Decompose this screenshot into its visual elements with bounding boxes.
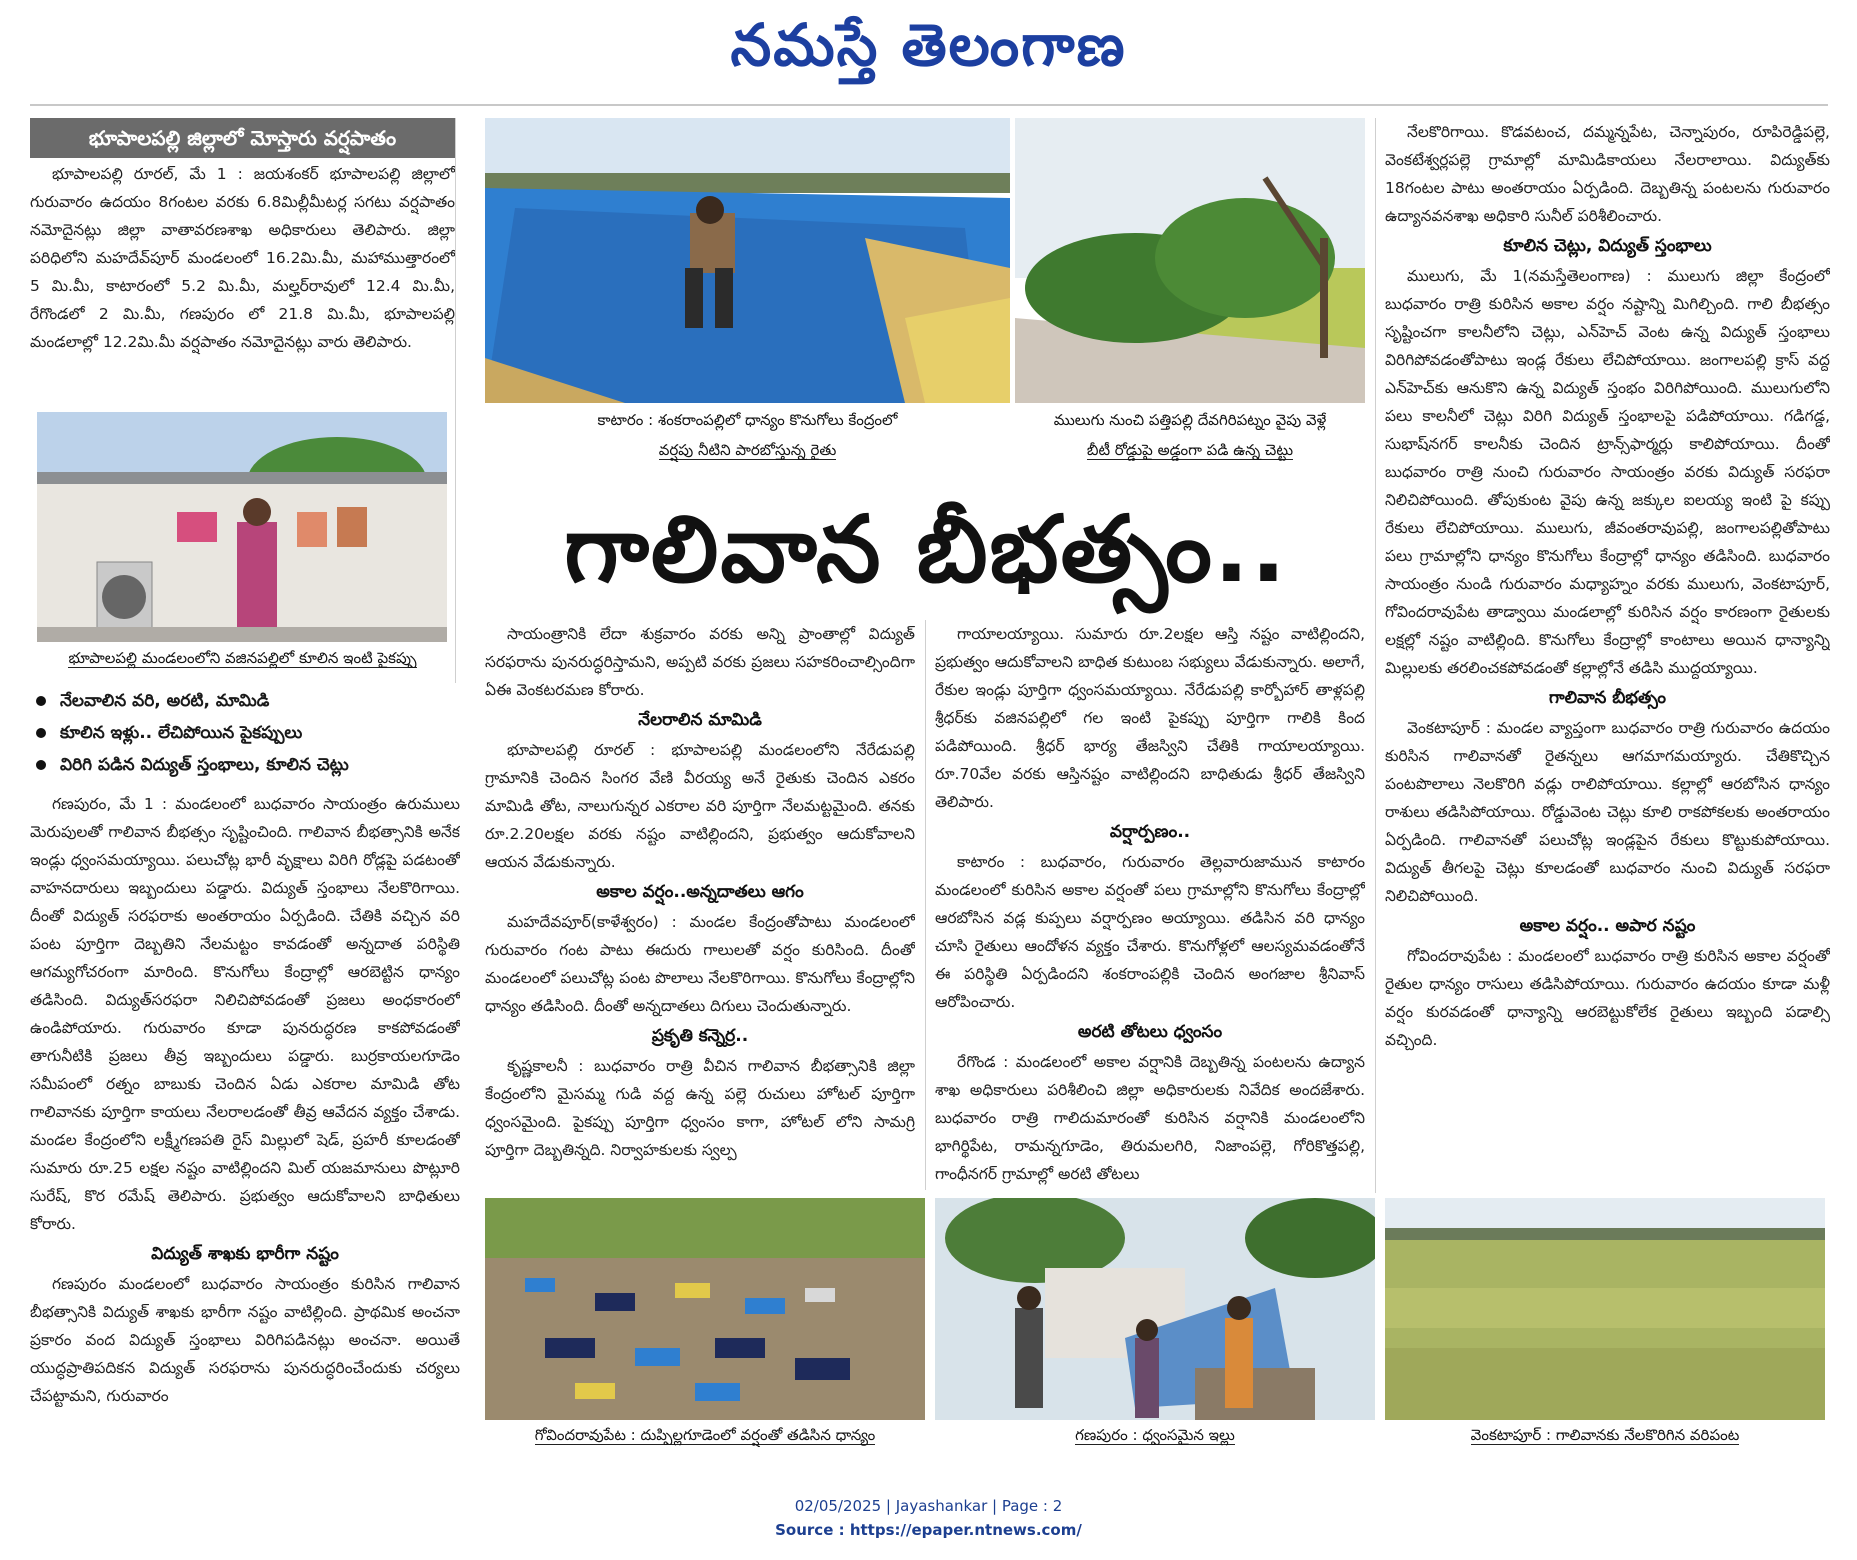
col4-paragraph-4: గోవిందరావుపేట : మండలంలో బుధవారం రాత్రి కురిసిన అకాల వర్షంతో రైతుల ధాన్యం రాసులు తడిసిపోయాయి. గురువారం ఉదయం కూడా మళ్లీ వర్షం కురవడంతో ధాన్యాన్ని ఆరబెట్టుకోలేక రైతులు ఇబ్బంది పడాల్సి వచ్చింది. <box>1385 947 1830 1049</box>
highlights-list <box>30 685 460 781</box>
col1-subheading: విద్యుత్ శాఖకు భారీగా నష్టం <box>151 1244 339 1264</box>
col3-paragraph-1: గాయాలయ్యాయి. సుమారు రూ.2లక్షల ఆస్తి నష్టం వాటిల్లిందని, ప్రభుత్వం ఆదుకోవాలని బాధిత కుటుంబ సభ్యులు వేడుకున్నారు. అలాగే, రేకుల ఇండ్లు పూర్తిగా ధ్వంసమయ్యాయి. నేరేడుపల్లి కార్బోహార్ తాళ్లపల్లి శ్రీధర్‌కు వజినపల్లిలో గల ఇంటి పైకప్పు పూర్తిగా గాలికి కింద పడిపోయింది. శ్రీధర్ భార్య తేజస్విని చేతికి గాయాలయ్యాయి. రూ.70వేల వరకు ఆస్తినష్టం వాటిల్లిందని బాధితుడు శ్రీధర్ తేజస్విని తెలిపారు. <box>935 625 1365 811</box>
footer-source: Source : https://epaper.ntnews.com/ <box>775 1521 1082 1539</box>
wet-grain-image <box>485 1198 925 1420</box>
broken-roof-image <box>37 412 447 642</box>
column-4 <box>1385 118 1830 1193</box>
sidebar-border <box>455 118 456 683</box>
col2-subheading-3: ప్రకృతి కన్నెర్ర.. <box>651 1026 749 1046</box>
photo-1-caption-line-1: కాటారం : శంకరాంపల్లిలో ధాన్యం కొనుగోలు కేంద్రంలో <box>597 411 898 429</box>
col2-paragraph-4: కృష్ణకాలనీ : బుధవారం రాత్రి వీచిన గాలివాన బీభత్సానికి జిల్లా కేంద్రంలోని మైసమ్మ గుడి వద్ద ఉన్న పల్లె రుచులు హోటల్ పూర్తిగా ధ్వంసమైంది. పైకప్పు పూర్తిగా ధ్వంసం కాగా, హోటల్ లోని సామగ్రి పూర్తిగా దెబ్బతిన్నది. నిర్వాహకులకు స్వల్ప <box>485 1057 915 1159</box>
col4-subheading-2: గాలివాన బీభత్సం <box>1548 688 1667 708</box>
photo-1-caption <box>485 405 1010 465</box>
col1-paragraph-2: గణపురం మండలంలో బుధవారం సాయంత్రం కురిసిన గాలివాన బీభత్సానికి విద్యుత్ శాఖకు భారీగా నష్టం వాటిల్లింది. ప్రాథమిక అంచనా ప్రకారం వంద విద్యుత్ స్తంభాలు విరిగిపడినట్లు అంచనా. అయితే యుద్ధప్రాతిపదికన విద్యుత్ సరఫరాను పునరుద్ధరించేందుకు చర్యలు చేపట్టామని, గురువారం <box>30 1275 460 1405</box>
footer-date-page: 02/05/2025 | Jayashankar | Page : 2 <box>794 1497 1063 1515</box>
photo-1-caption-line-2: వర్షపు నీటిని పారబోస్తున్న రైతు <box>658 441 837 459</box>
photo-5-caption <box>1385 1420 1825 1450</box>
col3-subheading-1: వర్షార్పణం.. <box>1109 822 1191 842</box>
col4-paragraph-2: ములుగు, మే 1(నమస్తేతెలంగాణ) : ములుగు జిల్లా కేంద్రంలో బుధవారం రాత్రి కురిసిన అకాల వర్షం నష్టాన్ని మిగిల్చింది. గాలి బీభత్సం సృష్టించగా కాలనీలోని చెట్లు, ఎన్‌హెచ్ వెంట ఉన్న విద్యుత్ స్తంభాలు విరిగిపోవడంతోపాటు ఇండ్ల రేకులు లేచిపోయాయి. జంగాలపల్లి క్రాస్ వద్ద ఎన్‌హెచ్‌కు ఆనుకొని ఉన్న విద్యుత్ స్తంభం విరిగిపోయింది. ములుగులోని పలు కాలనీలో చెట్లు విరిగి విద్యుత్ స్తంభాలపై పడిపోయాయి. గడిగడ్డ, సుభాష్‌నగర్ కాలనీకు చెందిన ట్రాన్స్‌ఫార్మర్లు కాలిపోయాయి. దీంతో బుధవారం రాత్రి నుంచి గురువారం సాయంత్రం వరకు విద్యుత్ సరఫరా నిలిచిపోయింది. తోపుకుంట వైపు ఉన్న జక్కుల ఐలయ్య ఇంటి పై కప్పు రేకులు లేచిపోయాయి. ములుగు, జీవంతరావుపల్లి, జంగాలపల్లితోపాటు పలు గ్రామాల్లోని ధాన్యం కొనుగోలు కేంద్రాల్లో ధాన్యం తడిసింది. బుధవారం సాయంత్రం నుండి గురువారం మధ్యాహ్నం వరకు ములుగు, వెంకటాపూర్, గోవిందరావుపేట తాడ్వాయి మండలాల్లో కురిసిన వర్షం కారణంగా రైతులకు లక్షల్లో నష్టం వాటిల్లింది. కొనుగోలు కేంద్రాల్లో కాంటాలు అయిన ధాన్యాన్ని మిల్లులకు తరలించకపోవడంతో కల్లాల్లోనే తడిసి ముద్దయ్యాయి. <box>1385 267 1830 677</box>
col4-subheading-3: అకాల వర్షం.. అపార నష్టం <box>1519 916 1696 936</box>
photo-2-caption-line-2: బీటీ రోడ్డుపై అడ్డంగా పడి ఉన్న చెట్టు <box>1086 441 1294 459</box>
highlight-item: నేలవాలిన వరి, అరటి, మామిడి <box>30 685 460 717</box>
photo-5-caption-text: వెంకటాపూర్ : గాలివానకు నేలకొరిగిన వరిపంట <box>1470 1426 1740 1444</box>
sidebar-photo-caption <box>30 643 455 673</box>
photo-2-caption <box>1015 405 1365 465</box>
sidebar-caption-text: భూపాలపల్లి మండలంలోని వజినపల్లిలో కూలిన ఇంటి పైకప్పు <box>68 649 417 667</box>
photo-flattened-paddy <box>1385 1198 1825 1420</box>
col1-paragraph-1: గణపురం, మే 1 : మండలంలో బుధవారం సాయంత్రం ఉరుములు మెరుపులతో గాలివాన బీభత్సం సృష్టించింది. గాలివాన బీభత్సానికి అనేక ఇండ్లు ధ్వంసమయ్యాయి. పలుచోట్ల భారీ వృక్షాలు విరిగి రోడ్లపై పడటంతో వాహనదారులు ఇబ్బందులు పడ్డారు. విద్యుత్ స్తంభాలు నేలకొరిగాయి. దీంతో విద్యుత్ సరఫరాకు అంతరాయం ఏర్పడింది. చేతికి వచ్చిన వరి పంట పూర్తిగా దెబ్బతిని నేలమట్టం కావడంతో అన్నదాత పరిస్థితి ఆగమ్యగోచరంగా మారింది. కొనుగోలు కేంద్రాల్లో ఆరబెట్టిన ధాన్యం తడిసింది. విద్యుత్‌సరఫరా నిలిచిపోవడంతో ప్రజలు అంధకారంలో ఉండిపోయారు. గురువారం కూడా పునరుద్ధరణ కాకపోవడంతో తాగునీటికి ప్రజలు తీవ్ర ఇబ్బందులు పడ్డారు. బుర్రకాయలగూడెం సమీపంలో రత్నం బాబుకు చెందిన ఏడు ఎకరాల మామిడి తోట గాలివానకు పూర్తిగా కాయలు నేలరాలడంతో తీవ్ర ఆవేదన వ్యక్తం చేశాడు. మండల కేంద్రంలోని లక్ష్మీగణపతి రైస్ మిల్లులో షెడ్, ప్రహరీ కూలడంతో సుమారు రూ.25 లక్షల నష్టం వాటిల్లిందని మిల్ యజమానులు పొట్లూరి సురేష్, కొర రమేష్ తెలిపారు. ప్రభుత్వం ఆదుకోవాలని బాధితులు కోరారు. <box>30 795 460 1233</box>
highlight-item: విరిగి పడిన విద్యుత్ స్తంభాలు, కూలిన చెట్లు <box>30 749 460 781</box>
col2-paragraph-3: మహదేవపూర్(కాళేశ్వరం) : మండల కేంద్రంతోపాటు మండలంలో గురువారం గంట పాటు ఈదురు గాలులతో వర్షం కురిసింది. దీంతో మండలంలో పలుచోట్ల పంట పొలాలు నేలకొరిగాయి. కొనుగోలు కేంద్రాల్లోని ధాన్యం తడిసింది. దీంతో అన్నదాతలు దిగులు చెందుతున్నారు. <box>485 913 915 1015</box>
column-rule <box>925 620 926 1190</box>
col3-paragraph-2: కాటారం : బుధవారం, గురువారం తెల్లవారుజామున కాటారం మండలంలో కురిసిన అకాల వర్షంతో పలు గ్రామాల్లోని కొనుగోలు కేంద్రాల్లో ఆరబోసిన వడ్ల కుప్పలు వర్షార్పణం అయ్యాయి. తడిసిన వరి ధాన్యం చూసి రైతులు ఆందోళన వ్యక్తం చేశారు. కొనుగోళ్లలో ఆలస్యమవడంతోనే ఈ పరిస్థితి ఏర్పడిందని శంకరాంపల్లికి చెందిన అంగజాల శ్రీనివాస్ ఆరోపించారు. <box>935 853 1365 1011</box>
column-3 <box>935 620 1365 1195</box>
col2-subheading-2: అకాల వర్షం..అన్నదాతలు ఆగం <box>596 882 804 902</box>
photo-damaged-house <box>935 1198 1375 1420</box>
photo-3-caption-text: గోవిందరావుపేట : దుప్పిల్లగూడెంలో వర్షంతో తడిసిన ధాన్యం <box>534 1426 876 1444</box>
sidebar-title: భూపాలపల్లి జిల్లాలో మోస్తారు వర్షపాతం <box>30 118 455 158</box>
column-1 <box>30 790 460 1470</box>
col4-paragraph-1: నేలకొరిగాయి. కొడవటంచ, దమ్మన్నపేట, చెన్నాపురం, రూపిరెడ్డిపల్లె, వెంకటేశ్వర్లపల్లె గ్రామాల్లో మామిడికాయలు నేలరాలాయి. విద్యుత్‌కు 18గంటల పాటు అంతరాయం ఏర్పడింది. దెబ్బతిన్న పంటలను గురువారం ఉద్యానవనశాఖ అధికారి సునీల్ పరిశీలించారు. <box>1385 123 1830 225</box>
column-rule <box>1375 118 1376 1193</box>
fallen-tree-image <box>1015 118 1365 403</box>
photo-broken-roof <box>37 412 447 642</box>
col3-paragraph-3: రేగొండ : మండలంలో అకాల వర్షానికి దెబ్బతిన్న పంటలను ఉద్యాన శాఖ అధికారులు పరిశీలించి జిల్లా అధికారులకు నివేదిక అందజేశారు. బుధవారం రాత్రి గాలిదుమారంతో కురిసిన వర్షానికి మండలంలోని భాగిర్థిపేట, రామన్నగూడెం, తిరుమలగిరి, నిజాంపల్లె, గోరికొత్తపల్లి, గాంధీనగర్ గ్రామాల్లో అరటి తోటలు <box>935 1053 1365 1183</box>
photo-tarp-grain <box>485 118 1010 403</box>
masthead-rule <box>30 104 1828 106</box>
col2-subheading-1: నేలరాలిన మామిడి <box>638 710 762 730</box>
photo-wet-grain <box>485 1198 925 1420</box>
col2-paragraph-1: సాయంత్రానికి లేదా శుక్రవారం వరకు అన్ని ప్రాంతాల్లో విద్యుత్ సరఫరాను పునరుద్ధరిస్తామని, అప్పటి వరకు ప్రజలు సహకరించాల్సిందిగా ఏఈ వెంకటరమణ కోరారు. <box>485 625 915 699</box>
highlight-item: కూలిన ఇళ్లు.. లేచిపోయిన పైకప్పులు <box>30 717 460 749</box>
flattened-paddy-image <box>1385 1198 1825 1420</box>
masthead: నమస్తే తెలంగాణ <box>730 11 1127 79</box>
photo-3-caption <box>485 1420 925 1450</box>
damaged-house-image <box>935 1198 1375 1420</box>
col2-paragraph-2: భూపాలపల్లి రూరల్ : భూపాలపల్లి మండలంలోని నేరేడుపల్లి గ్రామానికి చెందిన సింగర వేణి వీరయ్య అనే రైతుకు చెందిన ఎకరం మామిడి తోట, నాలుగున్నర ఎకరాల వరి పూర్తిగా నేలమట్టమైంది. తనకు రూ.2.20లక్షల వరకు నష్టం వాటిల్లిందని, ప్రభుత్వం ఆదుకోవాలని ఆయన వేడుకున్నారు. <box>485 741 915 871</box>
photo-4-caption <box>935 1420 1375 1450</box>
photo-4-caption-text: గణపురం : ధ్వంసమైన ఇల్లు <box>1075 1426 1235 1444</box>
col3-subheading-2: అరటి తోటలు ధ్వంసం <box>1077 1022 1223 1042</box>
photo-fallen-tree <box>1015 118 1365 403</box>
column-2 <box>485 620 915 1195</box>
sidebar-text: భూపాలపల్లి రూరల్, మే 1 : జయశంకర్ భూపాలపల్లి జిల్లాలో గురువారం ఉదయం 8గంటల వరకు 6.8మిల్లీమీటర్ల సగటు వర్షపాతం నమోదైనట్లు జిల్లా వాతావరణశాఖ అధికారులు తెలిపారు. జిల్లా పరిధిలోని మహదేవ్‌పూర్ మండలంలో 16.2మి.మీ, మహాముత్తారంలో 5 మి.మీ, కాటారంలో 5.2 మి.మీ, మల్హర్‌రావులో 12.4 మి.మీ, రేగొండలో 2 మి.మీ, గణపురం లో 21.8 మి.మీ, భూపాలపల్లి మండలాల్లో 12.2మి.మీ వర్షపాతం నమోదైనట్లు వారు తెలిపారు. <box>30 165 455 351</box>
col4-paragraph-3: వెంకటాపూర్ : మండల వ్యాప్తంగా బుధవారం రాత్రి గురువారం ఉదయం కురిసిన గాలివానతో రైతన్నలు ఆగమాగమయ్యారు. చేతికొచ్చిన పంటపొలాలు నెలకొరిగి వడ్లు రాలిపోయాయి. కల్లాల్లో ఆరబోసిన ధాన్యం రాశులు తడిసిపోయాయి. రోడ్డువెంట చెట్లు కూలి రాకపోకలకు అంతరాయం ఏర్పడింది. గాలివానతో పలుచోట్ల ఇండ్లపైన రేకులు కొట్టుకుపోయాయి. విద్యుత్ తీగలపై చెట్లు కూలడంతో బుధవారం నుంచి విద్యుత్ సరఫరా నిలిచిపోయింది. <box>1385 719 1830 905</box>
photo-2-caption-line-1: ములుగు నుంచి పత్తిపల్లి దేవగిరిపట్నం వైపు వెళ్లే <box>1053 411 1327 429</box>
tarp-grain-image <box>485 118 1010 403</box>
main-headline: గాలివాన బీభత్సం.. <box>564 496 1288 603</box>
col4-subheading-1: కూలిన చెట్లు, విద్యుత్ స్తంభాలు <box>1503 236 1712 256</box>
